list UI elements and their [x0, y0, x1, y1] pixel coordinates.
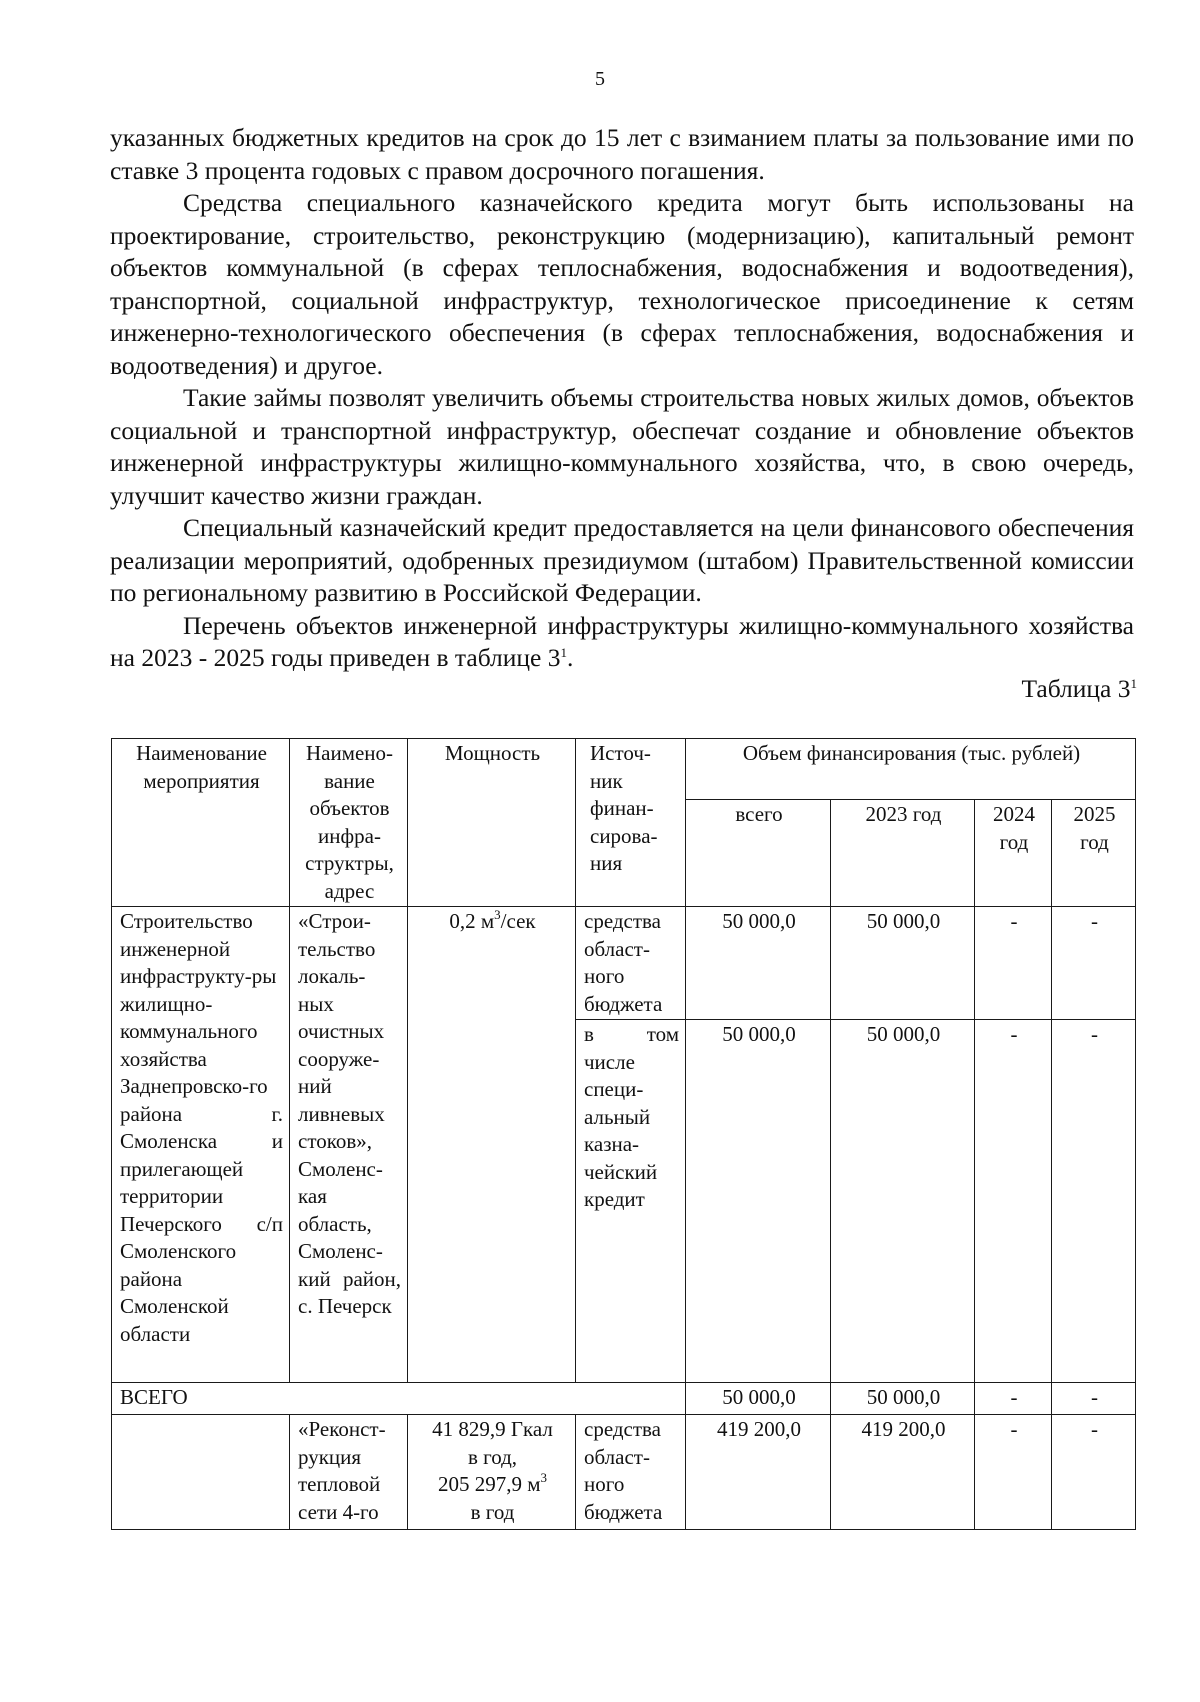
paragraph-3: Такие займы позволят увеличить объемы строительства новых жилых домов, объектов социальной и транспортной инфраструктур, обеспечат создание и обновление объектов инженерной инфраструктуры жилищно-коммунального хозяйства, что, в свою очередь, улучшит качество жизни граждан. — [110, 383, 1134, 510]
header-2025: 2025 год — [1052, 800, 1136, 907]
capacity-sup: 3 — [540, 1470, 548, 1485]
y2024-cell: - — [975, 1415, 1052, 1530]
event-name-cell: Строительство инженерной инфраструкту-ры жилищно-коммунального хозяйства Заднепровско-го района г. Смоленска и прилегающей территории Печерского с/п Смоленского района Смоленской области — [112, 907, 290, 1383]
y2023-cell: 50 000,0 — [831, 1020, 975, 1383]
y2024-cell: - — [975, 907, 1052, 1020]
capacity-line-1: 41 829,9 Гкал — [432, 1417, 553, 1441]
y2025-cell: - — [1052, 907, 1136, 1020]
capacity-cell — [408, 1415, 576, 1530]
header-source: Источ- ник финан- сирова- ния — [576, 739, 686, 907]
total-cell: 50 000,0 — [686, 1020, 831, 1383]
y2024-cell: - — [975, 1383, 1052, 1415]
header-event-name: Наименование мероприятия — [112, 739, 290, 907]
table-row — [112, 1415, 1136, 1530]
paragraph-5-end: . — [567, 643, 574, 672]
paragraph-5-text: Перечень объектов инженерной инфраструктуры жилищно-коммунального хозяйства на 2023 - 2025 годы приведен в таблице 3 — [110, 610, 1134, 672]
capacity-sup: 3 — [494, 907, 501, 922]
header-2023: 2023 год — [831, 800, 975, 907]
paragraph-5 — [110, 610, 1134, 675]
infrastructure-table — [111, 738, 1136, 1530]
table-row — [112, 907, 1136, 1020]
capacity-line-4: в год — [470, 1499, 515, 1524]
y2025-cell: - — [1052, 1020, 1136, 1383]
y2023-cell: 50 000,0 — [831, 907, 975, 1020]
capacity-unit: /сек — [500, 909, 536, 933]
source-cell: в том числе специ-альный казна-чейский кредит — [576, 1020, 686, 1383]
table-caption-sup: 1 — [1130, 676, 1137, 691]
total-cell: 419 200,0 — [686, 1415, 831, 1530]
y2024-cell: - — [975, 1020, 1052, 1383]
source-cell: средства област-ного бюджета — [576, 1415, 686, 1530]
y2023-cell: 50 000,0 — [831, 1383, 975, 1415]
header-total: всего — [686, 800, 831, 907]
total-row — [112, 1383, 1136, 1415]
paragraph-2: Средства специального казначейского кредита могут быть использованы на проектирование, строительство, реконструкцию (модернизацию), капитальный ремонт объектов коммунальной (в сферах теплоснабжения, водоснабжения и водоотведения), транспортной, социальной инфраструктур, технологическое присоединение к сетям инженерно-технологического обеспечения (в сферах теплоснабжения, водоснабжения и водоотведения) и другое. — [110, 188, 1134, 380]
capacity-line-2: в год, — [467, 1444, 518, 1469]
total-cell: 50 000,0 — [686, 907, 831, 1020]
total-cell: 50 000,0 — [686, 1383, 831, 1415]
capacity-cell — [408, 907, 576, 1383]
event-name-cell — [112, 1415, 290, 1530]
header-object-name: Наимено- вание объектов инфра- структры, адрес — [290, 739, 408, 907]
table-caption-text: Таблица 3 — [1021, 674, 1131, 703]
paragraph-5-sup: 1 — [560, 645, 567, 660]
header-funding: Объем финансирования (тыс. рублей) — [686, 739, 1136, 800]
object-name-cell: «Строи-тельство локаль-ных очистных сооруже-ний ливневых стоков», Смоленс-кая область, Смоленс-кий район, с. Печерск — [290, 907, 408, 1383]
capacity-line-3: 205 297,9 м — [437, 1472, 541, 1496]
object-name-cell: «Реконст-рукция тепловой сети 4-го — [290, 1415, 408, 1530]
total-label: ВСЕГО — [112, 1383, 686, 1415]
paragraph-4: Специальный казначейский кредит предоставляется на цели финансового обеспечения реализации мероприятий, одобренных президиумом (штабом) Правительственной комиссии по региональному развитию в Российской Федерации. — [110, 513, 1134, 607]
paragraph-1: указанных бюджетных кредитов на срок до 15 лет с взиманием платы за пользование ими по ставке 3 процента годовых с правом досрочного погашения. — [110, 123, 1134, 185]
body-text — [110, 122, 1134, 675]
table-caption — [1021, 674, 1137, 704]
y2025-cell: - — [1052, 1415, 1136, 1530]
header-capacity: Мощность — [408, 739, 576, 907]
header-row-1 — [112, 739, 1136, 800]
y2023-cell: 419 200,0 — [831, 1415, 975, 1530]
source-cell: средства област-ного бюджета — [576, 907, 686, 1020]
header-2024: 2024 год — [975, 800, 1052, 907]
page-number: 5 — [595, 68, 605, 90]
capacity-value: 0,2 м — [449, 909, 495, 933]
y2025-cell: - — [1052, 1383, 1136, 1415]
